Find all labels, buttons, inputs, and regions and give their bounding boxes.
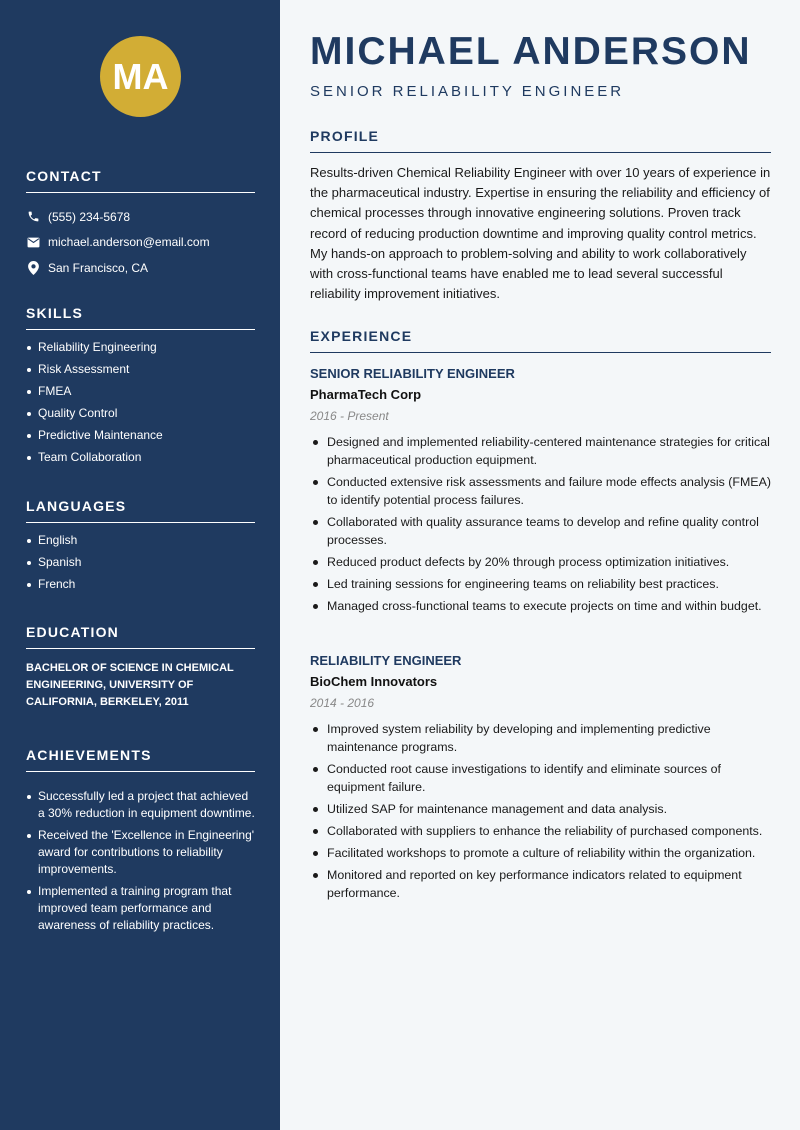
achievement-item: Received the 'Excellence in Engineering' award for contributions to reliability improvements. — [26, 827, 255, 878]
education-heading: EDUCATION — [26, 624, 255, 649]
sidebar — [0, 0, 280, 1130]
main-content — [280, 0, 800, 1130]
contact-location — [26, 255, 255, 281]
job-bullet: Designed and implemented reliability-centered maintenance strategies for critical pharmaceutical production equipment. — [310, 433, 771, 469]
contact-heading: CONTACT — [26, 168, 255, 193]
candidate-name: MICHAEL ANDERSON — [310, 30, 752, 73]
achievements-list — [26, 788, 255, 934]
skill-item: Risk Assessment — [26, 361, 255, 378]
education-degree: BACHELOR OF SCIENCE IN CHEMICAL ENGINEERING, UNIVERSITY OF CALIFORNIA, BERKELEY, 2011 — [26, 662, 234, 708]
job-bullet: Collaborated with quality assurance teams to develop and refine quality control processes. — [310, 513, 771, 549]
contact-email — [26, 230, 255, 256]
email-icon — [26, 235, 40, 249]
experience-section — [310, 328, 771, 353]
job-entry — [310, 653, 771, 906]
achievements-heading: ACHIEVEMENTS — [26, 747, 255, 772]
avatar: MA — [100, 36, 181, 117]
language-item: Spanish — [26, 554, 255, 571]
language-item: English — [26, 532, 255, 549]
skills-list — [26, 339, 255, 466]
job-bullet: Conducted root cause investigations to identify and eliminate sources of equipment failure. — [310, 760, 771, 796]
education-section — [26, 624, 255, 711]
email-text: michael.anderson@email.com — [48, 235, 210, 250]
skill-item: Predictive Maintenance — [26, 427, 255, 444]
skill-item: Team Collaboration — [26, 449, 255, 466]
job-dates: 2014 - 2016 — [310, 696, 375, 710]
job-dates: 2016 - Present — [310, 409, 389, 423]
location-pin-icon — [26, 261, 40, 275]
job-title: SENIOR RELIABILITY ENGINEER — [310, 366, 515, 381]
contact-section — [26, 168, 255, 281]
location-text: San Francisco, CA — [48, 260, 149, 275]
job-bullet: Facilitated workshops to promote a culture of reliability within the organization. — [310, 844, 771, 862]
skills-section — [26, 305, 255, 471]
job-title: RELIABILITY ENGINEER — [310, 653, 462, 668]
achievement-item: Implemented a training program that improved team performance and awareness of reliability practices. — [26, 883, 255, 934]
profile-section — [310, 128, 771, 304]
skill-item: FMEA — [26, 383, 255, 400]
job-bullets — [310, 720, 771, 902]
profile-heading: PROFILE — [310, 128, 771, 153]
profile-text: Results-driven Chemical Reliability Engineer with over 10 years of experience in the pharmaceutical industry. Expertise in ensuring the reliability and efficiency of chemical processes through innovative engineering solutions. Proven track record of reducing production downtime and improving quality control metrics. My hands-on approach to problem-solving and ability to work collaboratively with cross-functional teams have enabled me to lead several successful reliability improvement initiatives. — [310, 165, 771, 302]
language-item: French — [26, 576, 255, 593]
job-company: PharmaTech Corp — [310, 387, 422, 402]
skill-item: Reliability Engineering — [26, 339, 255, 356]
achievement-item: Successfully led a project that achieved a 30% reduction in equipment downtime. — [26, 788, 255, 822]
candidate-title: SENIOR RELIABILITY ENGINEER — [310, 83, 625, 100]
languages-section — [26, 498, 255, 598]
job-bullet: Improved system reliability by developing and implementing predictive maintenance programs. — [310, 720, 771, 756]
job-bullet: Led training sessions for engineering teams on reliability best practices. — [310, 575, 771, 593]
phone-text: (555) 234-5678 — [48, 209, 131, 224]
languages-heading: LANGUAGES — [26, 498, 255, 523]
job-bullet: Collaborated with suppliers to enhance the reliability of purchased components. — [310, 822, 771, 840]
achievements-section — [26, 747, 255, 939]
experience-heading: EXPERIENCE — [310, 328, 771, 353]
job-company: BioChem Innovators — [310, 674, 438, 689]
contact-list — [26, 204, 255, 281]
job-bullet: Utilized SAP for maintenance management and data analysis. — [310, 800, 771, 818]
phone-icon — [26, 210, 40, 224]
job-bullet: Monitored and reported on key performance indicators related to equipment performance. — [310, 866, 771, 902]
job-entry — [310, 366, 771, 619]
job-bullets — [310, 433, 771, 615]
contact-phone — [26, 204, 255, 230]
skills-heading: SKILLS — [26, 305, 255, 330]
job-bullet: Reduced product defects by 20% through process optimization initiatives. — [310, 553, 771, 571]
languages-list — [26, 532, 255, 593]
skill-item: Quality Control — [26, 405, 255, 422]
job-bullet: Managed cross-functional teams to execute projects on time and within budget. — [310, 597, 771, 615]
job-bullet: Conducted extensive risk assessments and failure mode effects analysis (FMEA) to identify potential process failures. — [310, 473, 771, 509]
